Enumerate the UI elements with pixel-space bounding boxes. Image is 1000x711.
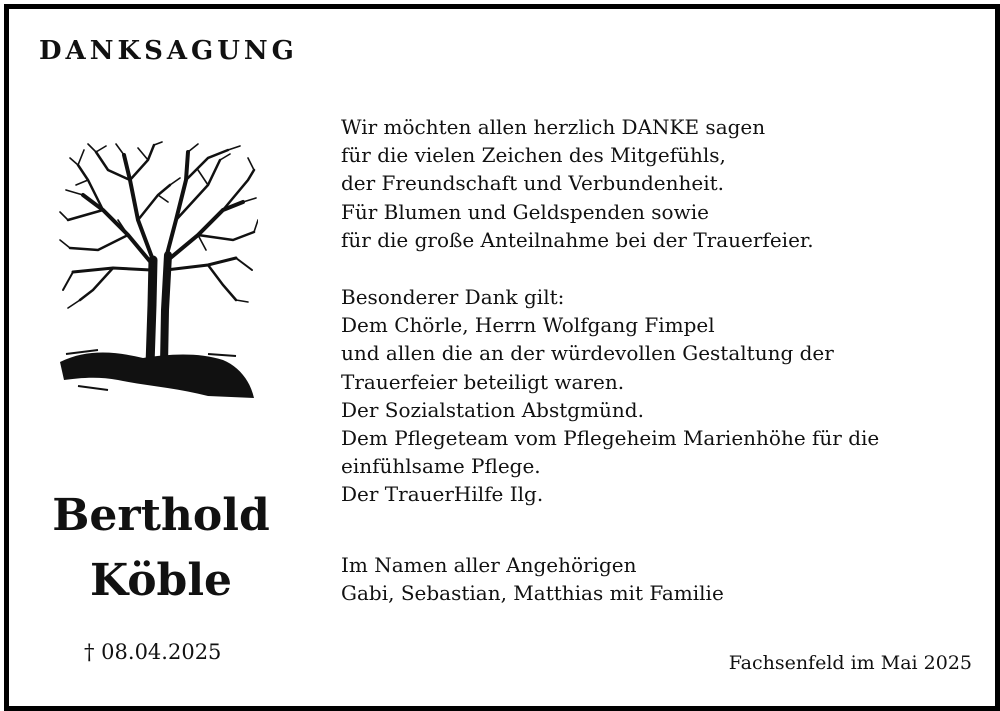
thanks-paragraph — [341, 113, 981, 254]
deceased-last-name: Köble — [89, 555, 233, 606]
deceased-first-name: Berthold — [52, 490, 270, 541]
text-line: Dem Chörle, Herrn Wolfgang Fimpel — [341, 313, 715, 338]
notice-heading: DANKSAGUNG — [39, 36, 298, 66]
death-date: † 08.04.2025 — [84, 640, 222, 664]
text-line: Der Sozialstation Abstgmünd. — [341, 397, 644, 422]
text-line: für die große Anteilnahme bei der Trauerfeier. — [341, 227, 814, 252]
text-line: Dem Pflegeteam vom Pflegeheim Marienhöhe für die — [341, 426, 880, 451]
text-line: und allen die an der würdevollen Gestaltung der — [341, 341, 834, 366]
text-line: für die vielen Zeichen des Mitgefühls, — [341, 143, 726, 168]
special-thanks-paragraph — [341, 283, 981, 509]
signature-paragraph — [341, 551, 981, 607]
text-line: Für Blumen und Geldspenden sowie — [341, 199, 709, 224]
text-line: Gabi, Sebastian, Matthias mit Familie — [341, 581, 724, 606]
text-line: der Freundschaft und Verbundenheit. — [341, 171, 724, 196]
text-line: Wir möchten allen herzlich DANKE sagen — [341, 115, 766, 139]
text-line: Im Namen aller Angehörigen — [341, 553, 637, 577]
tree-icon — [58, 140, 258, 406]
text-line: Der TrauerHilfe Ilg. — [341, 482, 544, 507]
text-line: einfühlsame Pflege. — [341, 454, 541, 479]
text-line: Trauerfeier beteiligt waren. — [341, 369, 625, 394]
text-line: Besonderer Dank gilt: — [341, 285, 565, 309]
place-date: Fachsenfeld im Mai 2025 — [728, 652, 972, 674]
